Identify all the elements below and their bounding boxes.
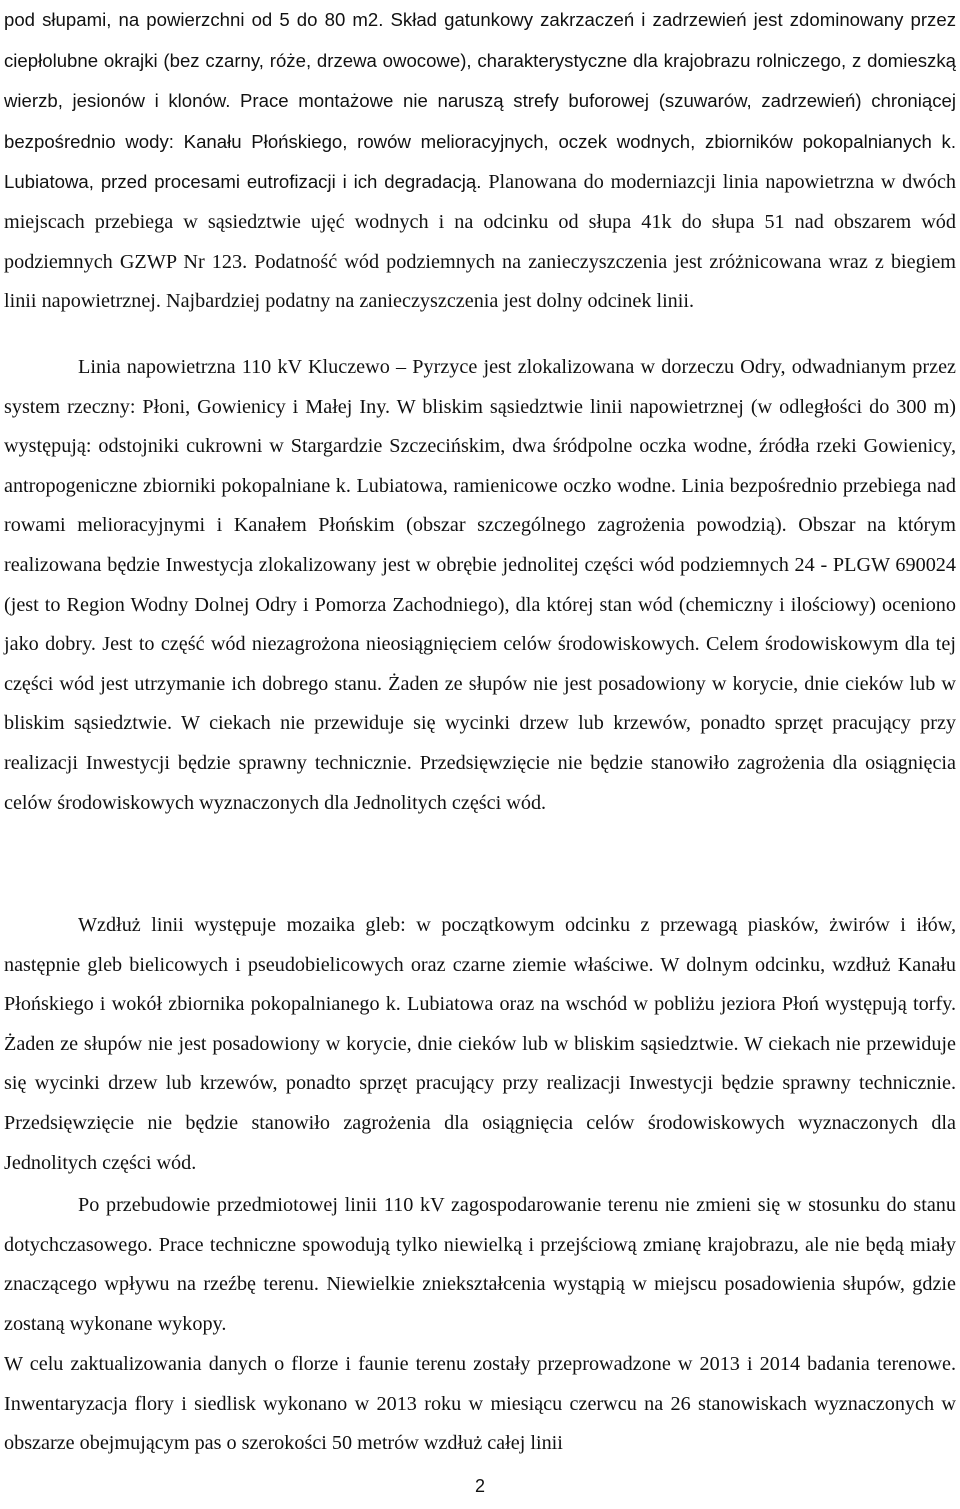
paragraph-4-text: Po przebudowie przedmiotowej linii 110 kV zagospodarowanie terenu nie zmieni się w stosunku do stanu dotychczasowego. Prace techniczne spowodują tylko niewielką i przejściową zmianę krajobrazu, ale nie będą miały znaczącego wpływu na rzeźbę terenu. Niewielkie zniekształcenia wystąpią w miejscu posadowienia słupów, gdzie zostaną wykonane wykopy. [4, 1194, 956, 1335]
page-number: 2 [474, 1476, 485, 1496]
paragraph-5 [4, 1345, 956, 1464]
paragraph-1 [4, 0, 956, 322]
paragraph-5-text: W celu zaktualizowania danych o florze i faunie terenu zostały przeprowadzone w 2013 i 2014 badania terenowe. Inwentaryzacja flory i siedlisk wykonano w 2013 roku w miesiącu czerwcu na 26 stanowiskach wyznaczonych w obszarze obejmującym pas o szerokości 50 metrów wzdłuż całej linii [4, 1353, 956, 1455]
paragraph-2-text: Linia napowietrzna 110 kV Kluczewo – Pyrzyce jest zlokalizowana w dorzeczu Odry, odwadnianym przez system rzeczny: Płoni, Gowienicy i Małej Iny. W bliskim sąsiedztwie linii napowietrznej (w odległości do 300 m) występują: odstojniki cukrowni w Stargardzie Szczecińskim, dwa śródpolne oczka wodne, źródła rzeki Gowienicy, antropogeniczne zbiorniki pokopalniane k. Lubiatowa, ramienicowe oczko wodne. Linia bezpośrednio przebiega nad rowami melioracyjnymi i Kanałem Płońskim (obszar szczególnego zagrożenia powodzią). Obszar na którym realizowana będzie Inwestycja zlokalizowany jest w obrębie jednolitej części wód podziemnych 24 - PLGW 690024 (jest to Region Wodny Dolnej Odry i Pomorza Zachodniego), dla której stan wód (chemiczny i ilościowy) oceniono jako dobry. Jest to część wód niezagrożona nieosiągnięciem celów środowiskowych. Celem środowiskowym dla tej części wód jest utrzymanie ich dobrego stanu. Żaden ze słupów nie jest posadowiony w korycie, dnie cieków lub w bliskim sąsiedztwie. W ciekach nie przewiduje się wycinki drzew lub krzewów, ponadto sprzęt pracujący przy realizacji Inwestycji będzie sprawny technicznie. Przedsięwzięcie nie będzie stanowiło zagrożenia dla osiągnięcia celów środowiskowych wyznaczonych dla Jednolitych części wód. [4, 356, 956, 814]
paragraph-2 [4, 348, 956, 823]
paragraph-4 [4, 1186, 956, 1344]
paragraph-1-sans-text: pod słupami, na powierzchni od 5 do 80 m2. Skład gatunkowy zakrzaczeń i zadrzewień jest zdominowany przez ciepłolubne okrajki (bez czarny, róże, drzewa owocowe), charakterystyczne dla krajobrazu rolniczego, z domieszką wierzb, jesionów i klonów. Prace montażowe nie naruszą strefy buforowej (szuwarów, zadrzewień) chroniącej bezpośrednio wody: Kanału Płońskiego, rowów melioracyjnych, oczek wodnych, zbiorników pokopalnianych k. Lubiatowa, przed procesami eutrofizacji i ich degradacją. [4, 9, 956, 193]
paragraph-1-serif-text: Planowana do moderniazcji linia napowietrzna w dwóch miejscach przebiega w sąsiedztwie ujęć wodnych i na odcinku od słupa 41k do słupa 51 nad obszarem wód podziemnych GZWP Nr 123. Podatność wód podziemnych na zanieczyszczenia jest zróżnicowana wraz z biegiem linii napowietrznej. Najbardziej podatny na zanieczyszczenia jest dolny odcinek linii. [4, 171, 957, 313]
paragraph-3-text: Wzdłuż linii występuje mozaika gleb: w początkowym odcinku z przewagą piasków, żwirów i iłów, następnie gleb bielicowych i pseudobielicowych oraz czarne ziemie właściwe. W dolnym odcinku, wzdłuż Kanału Płońskiego i wokół zbiornika pokopalnianego k. Lubiatowa oraz na wschód w pobliżu jeziora Płoń występują torfy. Żaden ze słupów nie jest posadowiony w korycie, dnie cieków lub w bliskim sąsiedztwie. W ciekach nie przewiduje się wycinki drzew lub krzewów, ponadto sprzęt pracujący przy realizacji Inwestycji będzie sprawny technicznie. Przedsięwzięcie nie będzie stanowiło zagrożenia dla osiągnięcia celów środowiskowych wyznaczonych dla Jednolitych części wód. [4, 914, 956, 1174]
paragraph-3 [4, 906, 956, 1183]
